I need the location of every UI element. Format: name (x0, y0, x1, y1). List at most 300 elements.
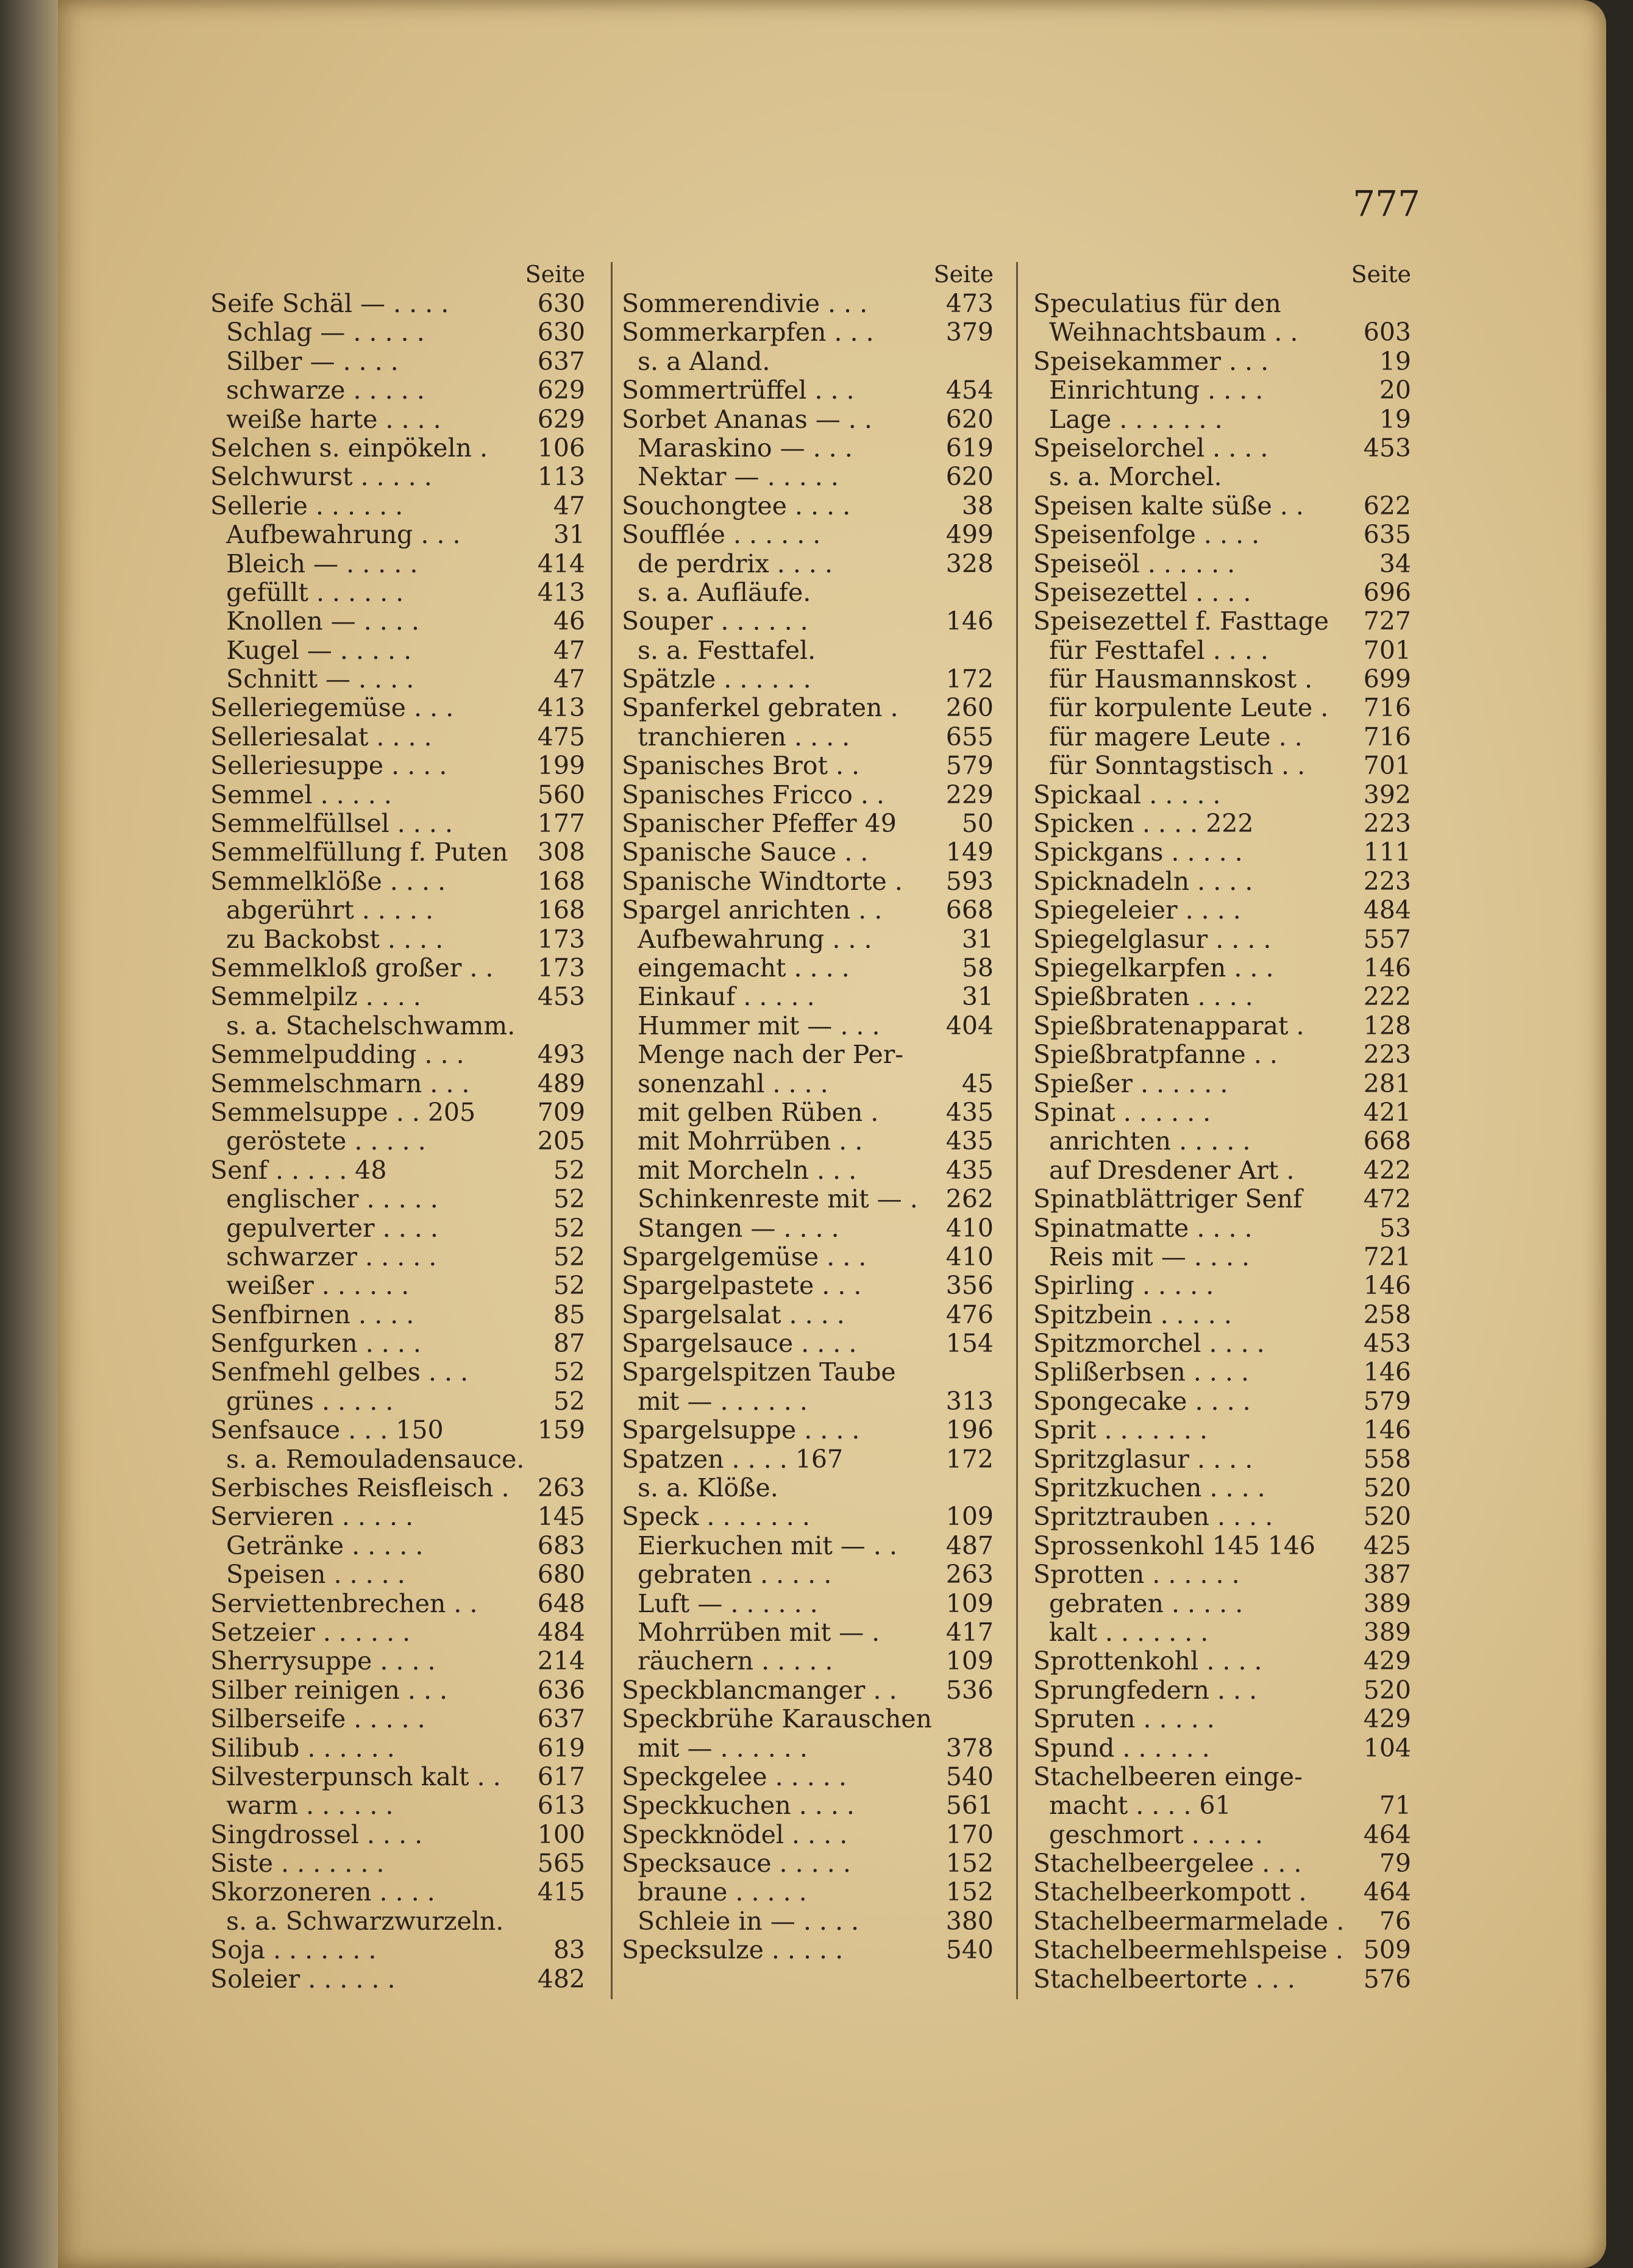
index-entry (622, 492, 994, 521)
index-entry (622, 1012, 994, 1040)
entry-term: Skorzoneren . . . . (210, 1878, 435, 1907)
entry-page-ref: 146 (1363, 953, 1411, 983)
entry-term: eingemacht . . . . (638, 953, 850, 983)
index-entry (1033, 1965, 1411, 1994)
index-entry (622, 1734, 994, 1763)
index-entry (210, 578, 585, 607)
entry-term: Splißerbsen . . . . (1033, 1358, 1250, 1387)
entry-page-ref: 484 (537, 1618, 585, 1647)
entry-page-ref: 630 (537, 290, 585, 318)
index-entry (210, 925, 585, 954)
index-entry (622, 318, 994, 347)
entry-term: Spanische Sauce . . (622, 838, 869, 867)
index-entry (1033, 1821, 1411, 1849)
entry-page-ref: 31 (553, 521, 585, 550)
entry-page-ref: 629 (537, 405, 585, 434)
entry-term: Spiegelglasur . . . . (1033, 925, 1272, 954)
entry-term: Senfsauce . . . 150 (210, 1416, 444, 1445)
entry-term: Soja . . . . . . . (210, 1936, 377, 1965)
index-entry (622, 1387, 994, 1416)
entry-page-ref: 413 (537, 694, 585, 723)
index-entry (1033, 752, 1411, 780)
index-entry (210, 290, 585, 318)
index-entry (1033, 1387, 1411, 1416)
index-entry (210, 723, 585, 752)
entry-term: gebraten . . . . . (638, 1560, 832, 1590)
index-entry (622, 1301, 994, 1329)
index-entry (622, 867, 994, 896)
entry-term: Hummer mit — . . . (638, 1011, 880, 1040)
entry-term: Speckknödel . . . . (622, 1820, 848, 1849)
entry-page-ref: 435 (945, 1098, 994, 1127)
entry-page-ref: 47 (553, 636, 585, 665)
index-entry (210, 492, 585, 521)
entry-page-ref: 709 (537, 1098, 585, 1127)
index-entry (622, 838, 994, 867)
entry-term: Stachelbeeren einge- (1033, 1762, 1303, 1791)
index-entry (1033, 290, 1411, 318)
entry-term: gepulverter . . . . (226, 1214, 438, 1243)
entry-page-ref: 47 (553, 491, 585, 521)
entry-term: Spickgans . . . . . (1033, 838, 1243, 867)
index-column-1 (210, 259, 585, 1996)
entry-term: mit — . . . . . . (638, 1733, 808, 1763)
entry-term: Serviettenbrechen . . (210, 1589, 478, 1618)
entry-page-ref: 380 (945, 1907, 994, 1936)
entry-term: Seife Schäl — . . . . (210, 290, 449, 318)
entry-page-ref: 146 (1363, 1358, 1411, 1387)
entry-term: Semmelfüllung f. Puten (210, 838, 508, 867)
entry-page-ref: 20 (1379, 376, 1411, 405)
entry-term: geröstete . . . . . (226, 1127, 426, 1156)
entry-term: Speisen kalte süße . . (1033, 491, 1304, 521)
index-entry (1033, 1618, 1411, 1647)
index-entry (622, 809, 994, 838)
entry-page-ref: 392 (1363, 780, 1411, 809)
index-entry (210, 954, 585, 983)
index-entry (622, 347, 994, 376)
index-entry (622, 1127, 994, 1156)
entry-term: Spirling . . . . . (1033, 1271, 1214, 1301)
index-entry (622, 463, 994, 491)
entry-term: sonenzahl . . . . (638, 1069, 828, 1098)
entry-term: Sprotten . . . . . . (1033, 1560, 1240, 1590)
entry-term: schwarze . . . . . (226, 376, 425, 405)
entry-term: Nektar — . . . . . (638, 463, 839, 492)
index-entry (1033, 1301, 1411, 1329)
entry-page-ref: 637 (537, 347, 585, 376)
index-entry (1033, 463, 1411, 491)
entry-page-ref: 76 (1379, 1907, 1411, 1936)
entry-term: Spanische Windtorte . (622, 867, 903, 896)
entry-term: Silibub . . . . . . (210, 1733, 395, 1763)
entry-page-ref: 603 (1363, 318, 1411, 347)
entry-page-ref: 223 (1363, 809, 1411, 839)
entry-page-ref: 379 (945, 318, 994, 347)
index-entry (622, 1590, 994, 1618)
index-entry (1033, 781, 1411, 809)
entry-page-ref: 313 (945, 1387, 994, 1416)
index-entry (622, 1329, 994, 1358)
entry-term: Schlag — . . . . . (226, 318, 425, 347)
index-entry (1033, 1012, 1411, 1040)
entry-page-ref: 536 (945, 1676, 994, 1705)
entry-term: Selleriesuppe . . . . (210, 752, 447, 781)
index-entry (1033, 1676, 1411, 1705)
entry-term: Sommerkarpfen . . . (622, 318, 874, 347)
entry-page-ref: 52 (553, 1387, 585, 1416)
entry-page-ref: 435 (945, 1156, 994, 1185)
entry-term: Spinat . . . . . . (1033, 1098, 1211, 1127)
index-entry (210, 347, 585, 376)
index-entry (210, 1271, 585, 1300)
entry-term: Selleriegemüse . . . (210, 694, 454, 723)
entry-term: Eierkuchen mit — . . (638, 1531, 897, 1560)
entry-term: Sprit . . . . . . . (1033, 1416, 1208, 1445)
entry-term: für Hausmannskost . (1049, 665, 1313, 694)
entry-term: geschmort . . . . . (1049, 1820, 1263, 1849)
entry-term: gefüllt . . . . . . (226, 578, 404, 607)
entry-term: Semmelpudding . . . (210, 1040, 464, 1070)
index-entry (210, 1676, 585, 1705)
entry-term: Setzeier . . . . . . (210, 1618, 411, 1647)
entry-term: Spicknadeln . . . . (1033, 867, 1253, 896)
entry-page-ref: 629 (537, 376, 585, 405)
index-entry (622, 1532, 994, 1560)
entry-page-ref: 87 (553, 1329, 585, 1359)
entry-page-ref: 593 (945, 867, 994, 896)
index-entry (210, 809, 585, 838)
entry-page-ref: 620 (945, 463, 994, 492)
index-entry (622, 665, 994, 694)
entry-page-ref: 46 (553, 607, 585, 636)
entry-page-ref: 421 (1363, 1098, 1411, 1127)
index-entry (1033, 1156, 1411, 1185)
index-entry (1033, 521, 1411, 549)
entry-page-ref: 172 (945, 1445, 994, 1474)
entry-page-ref: 196 (945, 1416, 994, 1445)
entry-page-ref: 52 (553, 1185, 585, 1214)
index-entry (210, 1907, 585, 1936)
index-entry (1033, 1849, 1411, 1878)
entry-page-ref: 619 (537, 1733, 585, 1763)
entry-page-ref: 565 (537, 1849, 585, 1879)
index-entry (210, 896, 585, 925)
entry-page-ref: 655 (945, 722, 994, 752)
entry-term: zu Backobst . . . . (226, 925, 444, 954)
entry-term: auf Dresdener Art . (1049, 1156, 1295, 1185)
column-header-seite: Seite (525, 261, 585, 288)
entry-term: Spargelsauce . . . . (622, 1329, 857, 1359)
index-entry (210, 607, 585, 636)
entry-page-ref: 560 (537, 780, 585, 809)
entry-term: Spitzmorchel . . . . (1033, 1329, 1265, 1359)
index-entry (1033, 636, 1411, 665)
entry-term: Aufbewahrung . . . (226, 521, 461, 550)
entry-page-ref: 453 (1363, 433, 1411, 463)
index-entry (1033, 376, 1411, 405)
entry-page-ref: 648 (537, 1589, 585, 1618)
entry-term: Spatzen . . . . 167 (622, 1445, 844, 1474)
entry-term: Speculatius für den (1033, 290, 1281, 318)
index-entry (210, 1012, 585, 1040)
entry-term: de perdrix . . . . (638, 549, 833, 578)
index-entry (210, 1590, 585, 1618)
entry-page-ref: 520 (1363, 1502, 1411, 1532)
entry-page-ref: 558 (1363, 1445, 1411, 1474)
index-entry (622, 1243, 994, 1271)
entry-page-ref: 561 (945, 1791, 994, 1821)
entry-page-ref: 454 (945, 376, 994, 405)
entry-page-ref: 489 (537, 1069, 585, 1098)
index-entry (210, 550, 585, 578)
entry-term: s. a. Festtafel. (638, 636, 816, 665)
entry-page-ref: 128 (1363, 1011, 1411, 1040)
entry-term: Sellerie . . . . . . (210, 491, 404, 521)
entry-term: mit gelben Rüben . (638, 1098, 879, 1127)
index-entry (1033, 1243, 1411, 1271)
entry-term: Spritztrauben . . . . (1033, 1502, 1273, 1532)
entry-page-ref: 464 (1363, 1820, 1411, 1849)
entry-page-ref: 223 (1363, 1040, 1411, 1070)
entry-page-ref: 540 (945, 1936, 994, 1965)
entry-term: Semmel . . . . . (210, 780, 392, 809)
entry-term: Spanischer Pfeffer 49 (622, 809, 897, 839)
entry-page-ref: 154 (945, 1329, 994, 1359)
entry-page-ref: 263 (945, 1560, 994, 1590)
entry-term: Spiegeleier . . . . (1033, 896, 1241, 925)
index-entry (210, 1965, 585, 1994)
index-entry (1033, 1214, 1411, 1243)
index-entry (622, 1936, 994, 1964)
entry-term: s. a. Aufläufe. (638, 578, 811, 607)
entry-page-ref: 222 (1363, 983, 1411, 1012)
entry-page-ref: 622 (1363, 491, 1411, 521)
entry-term: Stangen — . . . . (638, 1214, 839, 1243)
entry-term: anrichten . . . . . (1049, 1127, 1251, 1156)
entry-term: Semmelschmarn . . . (210, 1069, 470, 1098)
index-entry (622, 1502, 994, 1531)
entry-page-ref: 52 (553, 1242, 585, 1271)
entry-page-ref: 113 (537, 463, 585, 492)
entry-term: Spickaal . . . . . (1033, 780, 1221, 809)
entry-page-ref: 716 (1363, 694, 1411, 723)
entry-term: Einkauf . . . . . (638, 983, 815, 1012)
entry-page-ref: 52 (553, 1214, 585, 1243)
entry-page-ref: 45 (961, 1069, 994, 1098)
index-entry (622, 636, 994, 665)
entry-page-ref: 635 (1363, 521, 1411, 550)
entry-term: Semmelkloß großer . . (210, 953, 494, 983)
index-entry (1033, 607, 1411, 636)
entry-term: Singdrossel . . . . (210, 1820, 423, 1849)
entry-term: Sprungfedern . . . (1033, 1676, 1258, 1705)
index-entry (622, 1705, 994, 1733)
index-entry (1033, 1647, 1411, 1676)
entry-term: Selchwurst . . . . . (210, 463, 432, 492)
entry-term: Spargelpastete . . . (622, 1271, 862, 1301)
index-entry (1033, 347, 1411, 376)
entry-page-ref: 152 (945, 1878, 994, 1907)
entry-page-ref: 482 (537, 1964, 585, 1994)
entry-term: Weihnachtsbaum . . (1049, 318, 1298, 347)
index-entry (622, 1849, 994, 1878)
entry-term: Specksauce . . . . . (622, 1849, 851, 1879)
column-divider (611, 262, 613, 1999)
entry-term: mit — . . . . . . (638, 1387, 808, 1416)
index-entry (1033, 1590, 1411, 1618)
entry-page-ref: 109 (945, 1589, 994, 1618)
index-entry (622, 1676, 994, 1705)
entry-page-ref: 172 (945, 665, 994, 694)
index-entry (1033, 1416, 1411, 1445)
entry-page-ref: 429 (1363, 1705, 1411, 1734)
index-entry (1033, 694, 1411, 722)
entry-term: Semmelklöße . . . . (210, 867, 446, 896)
entry-page-ref: 636 (537, 1676, 585, 1705)
entry-page-ref: 177 (537, 809, 585, 839)
entry-term: gebraten . . . . . (1049, 1589, 1243, 1618)
entry-page-ref: 727 (1363, 607, 1411, 636)
index-entry (210, 636, 585, 665)
entry-term: Serbisches Reisfleisch . (210, 1474, 510, 1503)
entry-term: Spießbratpfanne . . (1033, 1040, 1278, 1070)
index-entry (622, 405, 994, 434)
entry-term: Speckbrühe Karauschen (622, 1705, 932, 1734)
index-entry (210, 781, 585, 809)
entry-page-ref: 263 (537, 1474, 585, 1503)
entry-page-ref: 146 (945, 607, 994, 636)
index-entry (1033, 1271, 1411, 1300)
index-entry (210, 665, 585, 694)
entry-page-ref: 229 (945, 780, 994, 809)
entry-page-ref: 19 (1379, 405, 1411, 434)
index-entry (622, 1821, 994, 1849)
entry-page-ref: 683 (537, 1531, 585, 1560)
index-entry (1033, 896, 1411, 925)
entry-page-ref: 52 (553, 1156, 585, 1185)
entry-page-ref: 389 (1363, 1618, 1411, 1647)
entry-term: Sprossenkohl 145 146 (1033, 1531, 1315, 1560)
entry-page-ref: 404 (945, 1011, 994, 1040)
entry-page-ref: 106 (537, 433, 585, 463)
index-column-3 (1033, 259, 1411, 1996)
index-entry (210, 1502, 585, 1531)
index-entry (1033, 1358, 1411, 1387)
index-entry (210, 1763, 585, 1791)
entry-term: Stachelbeergelee . . . (1033, 1849, 1302, 1879)
entry-term: Spanisches Fricco . . (622, 780, 884, 809)
entry-term: für Festtafel . . . . (1049, 636, 1268, 665)
entry-page-ref: 31 (961, 983, 994, 1012)
entry-term: Spargelsuppe . . . . (622, 1416, 860, 1445)
entry-term: Luft — . . . . . . (638, 1589, 818, 1618)
entry-term: Senfgurken . . . . (210, 1329, 421, 1359)
index-entry (210, 694, 585, 722)
entry-term: s. a. Klöße. (638, 1474, 778, 1503)
entry-term: Spiegelkarpfen . . . (1033, 953, 1274, 983)
entry-page-ref: 52 (553, 1271, 585, 1301)
index-entry (1033, 1445, 1411, 1474)
entry-page-ref: 668 (945, 896, 994, 925)
entry-page-ref: 716 (1363, 722, 1411, 752)
entry-term: Sorbet Ananas — . . (622, 405, 872, 434)
index-entry (210, 1243, 585, 1271)
entry-page-ref: 47 (553, 665, 585, 694)
index-entry (210, 983, 585, 1011)
column-header-seite: Seite (933, 261, 994, 288)
entry-term: s. a Aland. (638, 347, 770, 376)
index-entry (210, 1647, 585, 1676)
entry-page-ref: 34 (1379, 549, 1411, 578)
entry-term: Spongecake . . . . (1033, 1387, 1251, 1416)
index-entry (622, 1763, 994, 1791)
index-entry (210, 1474, 585, 1502)
index-entry (210, 1329, 585, 1358)
entry-page-ref: 699 (1363, 665, 1411, 694)
entry-page-ref: 258 (1363, 1300, 1411, 1329)
entry-page-ref: 262 (945, 1185, 994, 1214)
index-entry (210, 867, 585, 896)
entry-term: s. a. Remouladensauce. (226, 1445, 525, 1474)
index-entry (1033, 1907, 1411, 1936)
entry-term: Souchongtee . . . . (622, 491, 851, 521)
entry-page-ref: 499 (945, 521, 994, 550)
index-entry (622, 1416, 994, 1445)
entry-page-ref: 576 (1363, 1964, 1411, 1994)
index-entry (210, 1560, 585, 1589)
book-spine (0, 0, 67, 2268)
index-entry (210, 1098, 585, 1127)
entry-term: warm . . . . . . (226, 1791, 394, 1821)
index-entry (622, 1358, 994, 1387)
entry-term: Silber — . . . . (226, 347, 399, 376)
entry-term: Selleriesalat . . . . (210, 722, 432, 752)
index-entry (1033, 1040, 1411, 1069)
index-entry (1033, 1502, 1411, 1531)
entry-page-ref: 260 (945, 694, 994, 723)
index-entry (1033, 1936, 1411, 1964)
entry-page-ref: 31 (961, 925, 994, 954)
entry-page-ref: 173 (537, 953, 585, 983)
index-entry (1033, 405, 1411, 434)
entry-term: s. a. Morchel. (1049, 463, 1222, 492)
entry-page-ref: 472 (1363, 1185, 1411, 1214)
index-entry (1033, 1098, 1411, 1127)
entry-term: Stachelbeermarmelade . (1033, 1907, 1345, 1936)
entry-term: Spanferkel gebraten . (622, 694, 898, 723)
entry-term: für korpulente Leute . (1049, 694, 1329, 723)
entry-page-ref: 168 (537, 867, 585, 896)
entry-page-ref: 146 (1363, 1271, 1411, 1301)
index-entry (210, 1214, 585, 1243)
entry-page-ref: 38 (961, 491, 994, 521)
entry-page-ref: 701 (1363, 752, 1411, 781)
entry-page-ref: 214 (537, 1647, 585, 1676)
entry-page-ref: 145 (537, 1502, 585, 1532)
entry-page-ref: 579 (1363, 1387, 1411, 1416)
entry-page-ref: 170 (945, 1820, 994, 1849)
index-entry (1033, 983, 1411, 1011)
entry-page-ref: 540 (945, 1762, 994, 1791)
entry-page-ref: 579 (945, 752, 994, 781)
entry-page-ref: 85 (553, 1300, 585, 1329)
entry-term: Aufbewahrung . . . (638, 925, 872, 954)
index-entry (622, 896, 994, 925)
entry-page-ref: 53 (1379, 1214, 1411, 1243)
entry-page-ref: 281 (1363, 1069, 1411, 1098)
index-entry (622, 1907, 994, 1936)
